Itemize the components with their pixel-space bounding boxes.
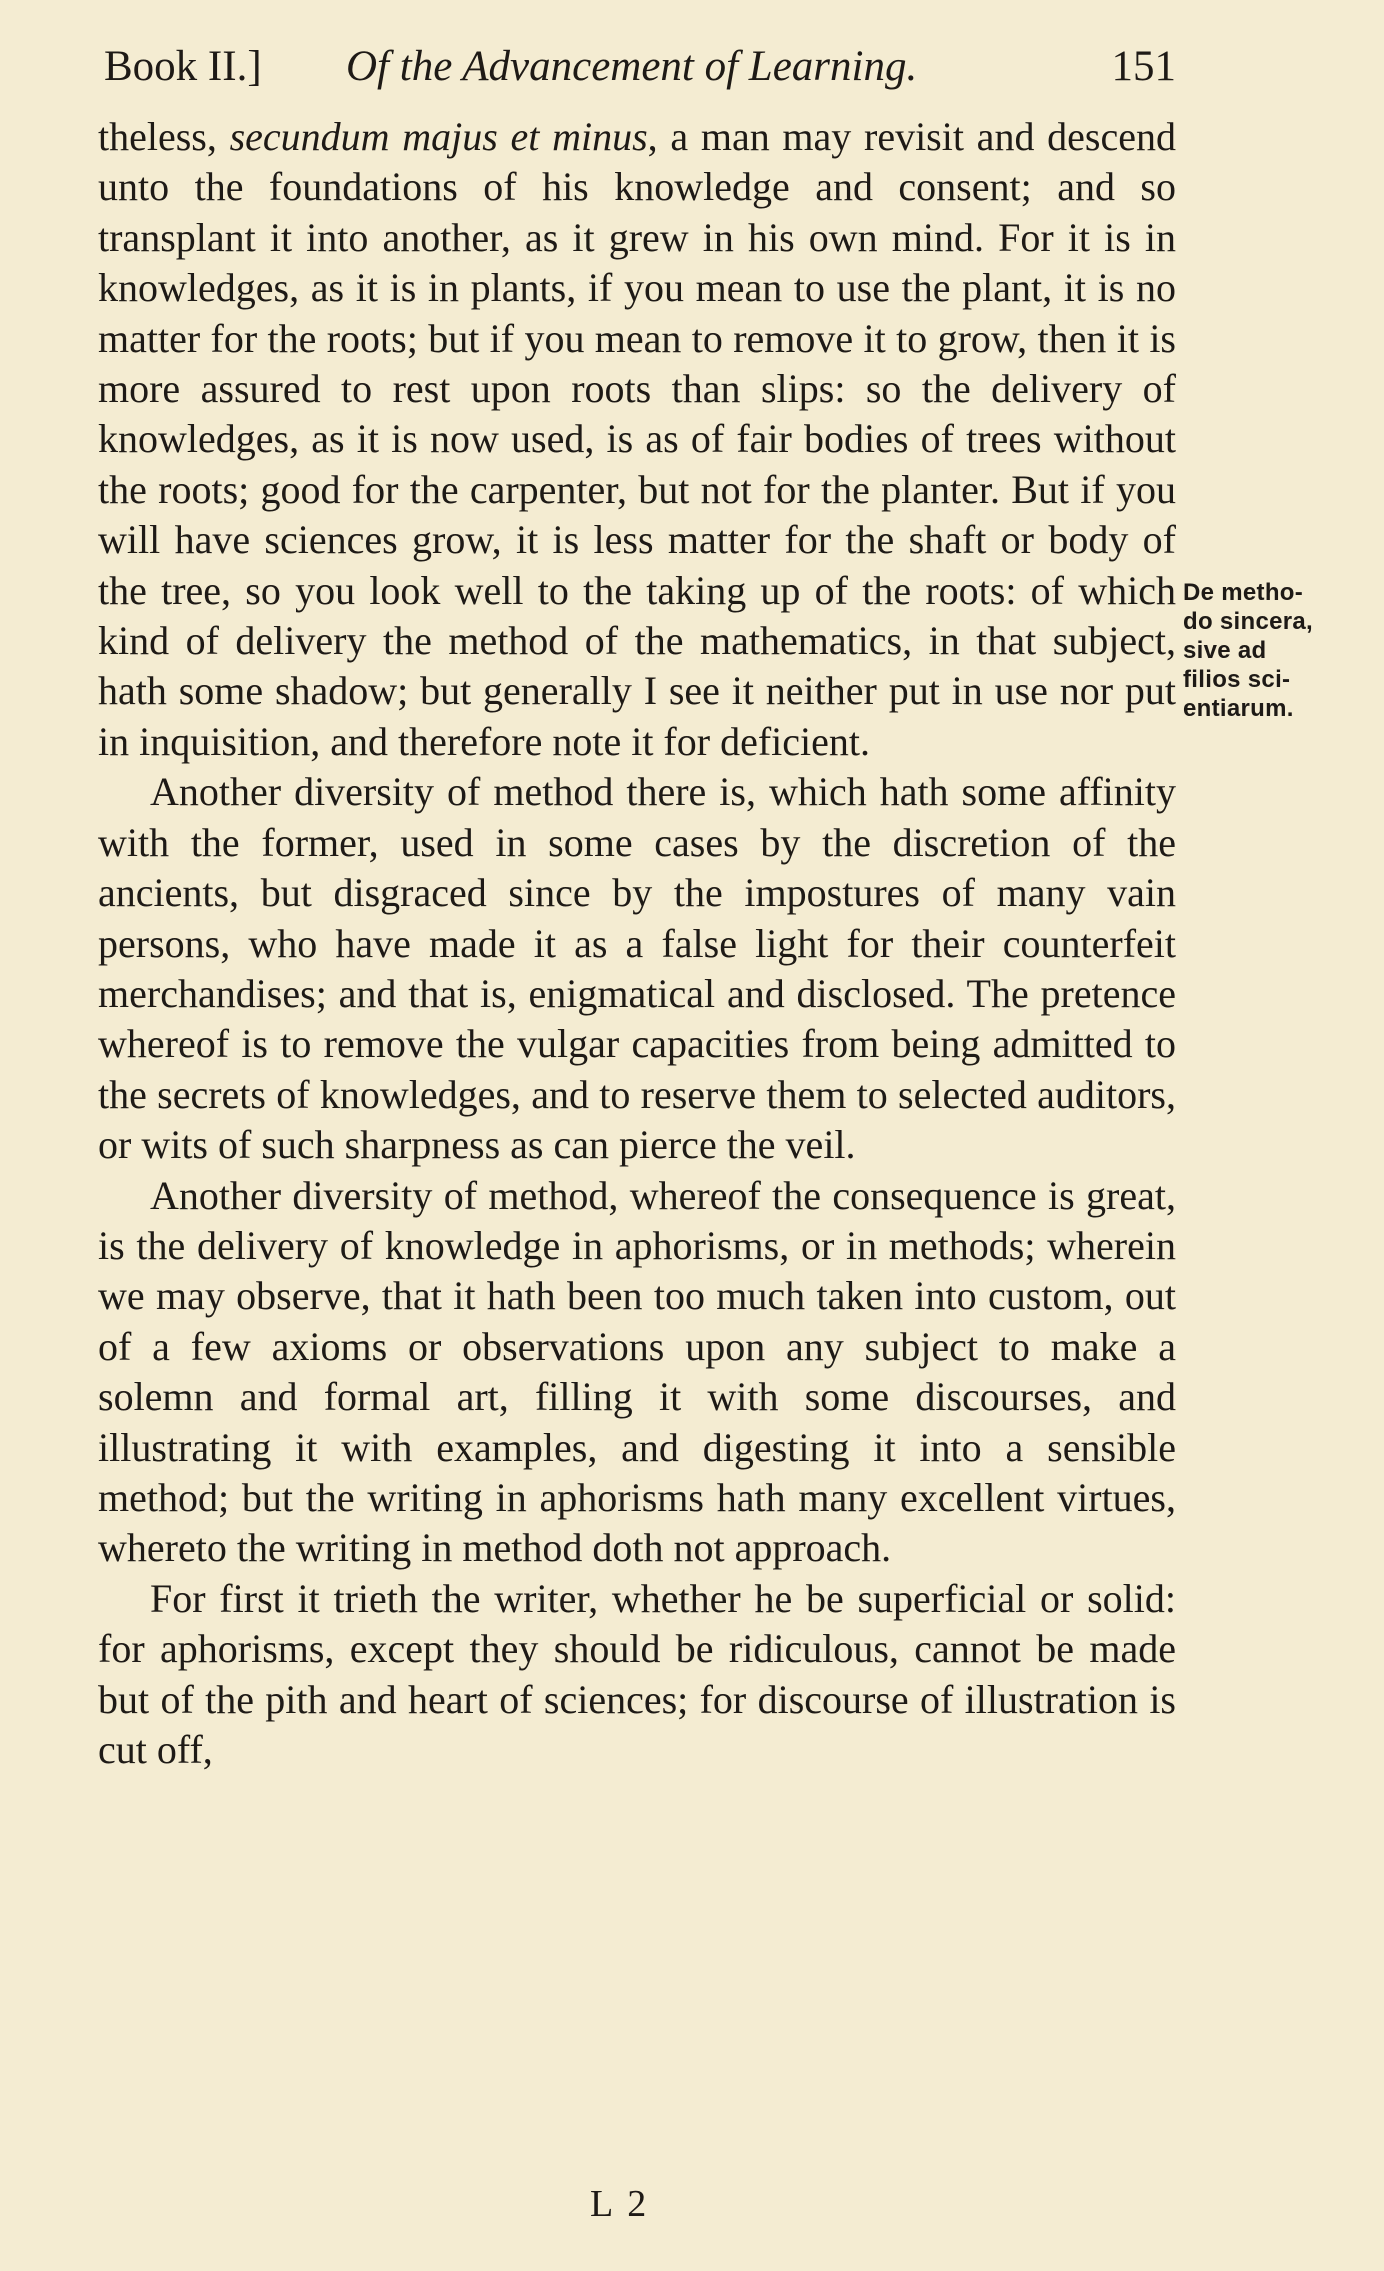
paragraph-rest: , a man may revisit and descend unto the foundations of his knowledge and consent; and so transplant it into another, as it grew in his own mind. For it is in knowledges, as it is in plants, if you mean to use the plant, it is no matter for the roots; but if you mean to remove it to grow, then it is more assured to rest upon roots than slips: so the delivery of knowledges, as it is now used, is as of fair bodies of trees without the roots; good for the carpenter, but not for the planter. But if you will have sciences grow, it is less matter for the shaft or body of the tree, so you look well to the taking up of the roots: of which kind of delivery the method of the mathematics, in that subject, hath some shadow; but generally I see it neither put in use nor put in inquisition, and therefore note it for deficient.	[98, 114, 1176, 764]
book-label: Book II.]	[104, 43, 262, 90]
marginal-note-line: De metho-	[1183, 579, 1304, 606]
paragraph: For first it trieth the writer, whether he be superficial or solid: for aphorisms, except they should be ridiculous, cannot be made but of the pith and heart of sciences; for discourse of illustration is cut off,	[98, 1575, 1176, 1772]
marginal-note	[1183, 578, 1373, 723]
paragraph: Another diversity of method, whereof the consequence is great, is the delivery of knowledge in aphorisms, or in methods; wherein we may observe, that it hath been too much taken into custom, out of a few axioms or observations upon any subject to make a solemn and formal art, filling it with some discourses, and illustrating it with examples, and digesting it into a sensible method; but the writing in aphorisms hath many excellent virtues, whereto the writing in method doth not approach.	[98, 1172, 1176, 1571]
marginal-note-line: sive ad	[1183, 637, 1267, 664]
page-number: 151	[1111, 43, 1176, 90]
signature-mark: L 2	[590, 2183, 650, 2225]
paragraph: Another diversity of method there is, which hath some affinity with the former, used in some cases by the discretion of the ancients, but disgraced since by the impostures of many vain persons, who have made it as a false light for their counterfeit merchandises; and that is, enigmatical and disclosed. The pretence whereof is to remove the vulgar capacities from being admitted to the secrets of knowledges, and to reserve them to selected auditors, or wits of such sharpness as can pierce the veil.	[98, 769, 1176, 1168]
italic-phrase: secundum majus et minus	[229, 114, 648, 159]
paragraph-lead: theless,	[98, 114, 230, 159]
running-title: Of the Advancement of Learning.	[346, 43, 918, 90]
marginal-note-line: filios sci-	[1183, 666, 1291, 693]
running-header	[104, 38, 1176, 98]
body-text	[98, 112, 1176, 1775]
marginal-note-line: do sincera,	[1183, 608, 1314, 635]
marginal-note-line: entiarum.	[1183, 695, 1294, 722]
paragraph	[98, 112, 1176, 767]
